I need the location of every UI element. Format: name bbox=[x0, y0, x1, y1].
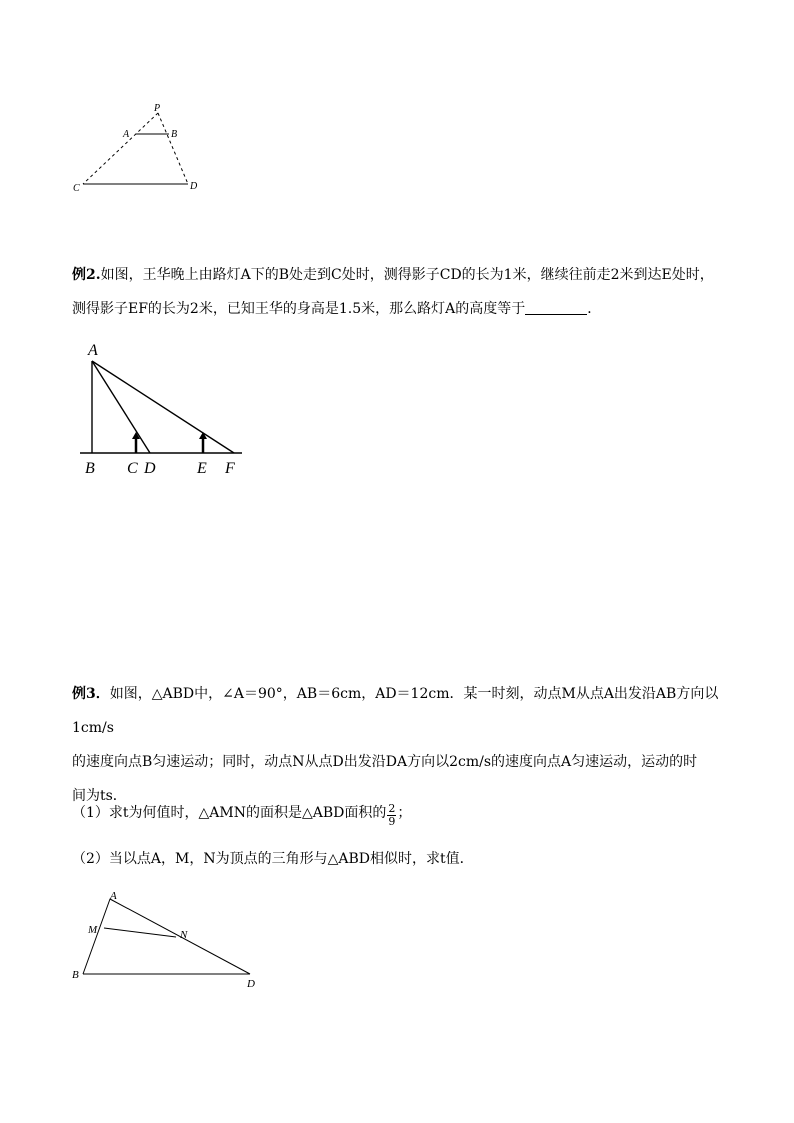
label-b: B bbox=[171, 129, 178, 140]
side-ab bbox=[83, 899, 110, 974]
example-3-line-3: 间为ts． bbox=[72, 788, 127, 804]
question-2-text: （2）当以点A，M，N为顶点的三角形与△ABD相似时，求t值． bbox=[72, 851, 474, 867]
example-2-line-1: 如图，王华晚上由路灯A下的B处走到C处时，测得影子CD的长为1米，继续往前走2米到达E处时， bbox=[100, 267, 714, 283]
figure-3-triangle-abd bbox=[70, 888, 270, 993]
example-2-label: 例2. bbox=[72, 267, 101, 283]
figure-2-street-lamp bbox=[75, 338, 255, 483]
segment-pc bbox=[83, 113, 158, 184]
label-d: D bbox=[247, 978, 255, 990]
example-3-line-2: 的速度向点B匀速运动；同时，动点N从点D出发沿DA方向以2cm/s的速度向点A匀速运动，运动的时 bbox=[72, 754, 698, 770]
example-2-text bbox=[72, 258, 732, 326]
example-2-line-2: 测得影子EF的长为2米，已知王华的身高是1.5米，那么路灯A的高度等于 bbox=[72, 301, 526, 317]
question-2 bbox=[72, 842, 732, 876]
fraction-two-ninths: $\frac{2}{9}$ bbox=[388, 802, 396, 828]
figure-1-similar-triangles bbox=[70, 100, 210, 195]
label-b: B bbox=[72, 969, 79, 981]
segment-pd bbox=[158, 113, 188, 184]
label-n: N bbox=[180, 929, 188, 941]
label-c: C bbox=[73, 183, 80, 194]
example-2-line-2-end: ． bbox=[587, 301, 602, 317]
label-b: B bbox=[85, 460, 95, 477]
light-ray-to-f bbox=[92, 361, 234, 453]
question-1-text: （1）求t为何值时，△AMN的面积是△ABD面积的 bbox=[72, 805, 387, 821]
label-a: A bbox=[123, 129, 130, 140]
question-1-end: ； bbox=[397, 805, 412, 821]
label-a: A bbox=[88, 342, 98, 359]
label-m: M bbox=[88, 924, 98, 936]
label-e: E bbox=[197, 460, 207, 477]
light-ray-to-d bbox=[92, 361, 150, 453]
label-f: F bbox=[225, 460, 235, 477]
segment-mn bbox=[104, 928, 176, 937]
example-3-line-1: 如图，△ABD中，∠A＝90°，AB＝6cm，AD＝12cm．某一时刻，动点M从点A出发沿AB方向以1cm/s bbox=[72, 686, 719, 736]
example-3-text bbox=[72, 677, 732, 813]
label-d: D bbox=[144, 460, 156, 477]
answer-blank bbox=[525, 300, 587, 315]
example-3-label: 例3． bbox=[72, 686, 110, 702]
question-1 bbox=[72, 796, 732, 830]
label-a: A bbox=[110, 890, 117, 902]
label-c: C bbox=[127, 460, 138, 477]
label-p: P bbox=[154, 103, 161, 114]
label-d: D bbox=[190, 181, 198, 192]
